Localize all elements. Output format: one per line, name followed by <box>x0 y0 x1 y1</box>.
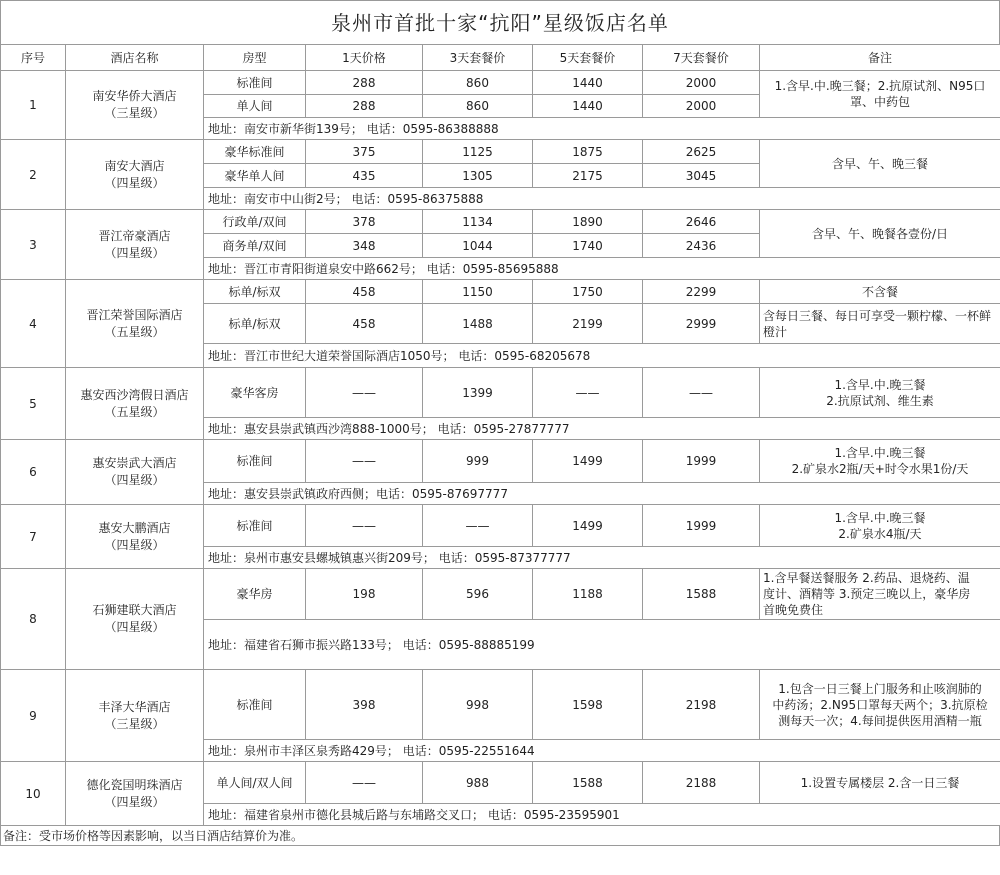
hotel-number: 8 <box>1 569 66 670</box>
price-7-day: 2198 <box>643 670 760 740</box>
price-5-day: 1499 <box>533 505 643 547</box>
remark-line: 1.含早.中.晚三餐 <box>834 446 926 460</box>
footnote: 备注：受市场价格等因素影响，以当日酒店结算价为准。 <box>0 826 1000 846</box>
hotel-address: 地址：福建省石狮市振兴路133号； 电话：0595-88885199 <box>204 620 1000 670</box>
room-type: 标准间 <box>204 71 306 95</box>
header-7-day-price: 7天套餐价 <box>643 45 760 71</box>
hotel-address: 地址：泉州市丰泽区泉秀路429号； 电话：0595-22551644 <box>204 740 1000 762</box>
page-title: 泉州市首批十家“抗阳”星级饭店名单 <box>0 0 1000 44</box>
price-3-day: 1399 <box>423 368 533 418</box>
price-1-day: 458 <box>306 304 423 344</box>
price-3-day: 1488 <box>423 304 533 344</box>
room-type: 标准间 <box>204 505 306 547</box>
hotel-star-rating: （五星级） <box>104 404 165 419</box>
remark-cell <box>760 71 1000 118</box>
remark-line: 首晚免费住 <box>763 603 824 617</box>
hotel-table <box>0 44 1000 826</box>
room-row <box>1 71 1000 95</box>
hotel-address: 地址：晋江市青阳街道泉安中路662号； 电话：0595-85695888 <box>204 258 1000 280</box>
remark-line: 罩、中药包 <box>849 95 910 109</box>
hotel-number: 2 <box>1 140 66 210</box>
header-1-day-price: 1天价格 <box>306 45 423 71</box>
room-row <box>1 280 1000 304</box>
price-7-day: 1588 <box>643 569 760 620</box>
price-7-day: 1999 <box>643 440 760 483</box>
hotel-name: 惠安大鹏酒店 <box>98 520 171 535</box>
price-3-day: 1150 <box>423 280 533 304</box>
remark-line: 测每天一次；4.每间提供医用酒精一瓶 <box>778 713 982 728</box>
hotel-star-rating: （三星级） <box>104 716 165 731</box>
hotel-star-rating: （四星级） <box>104 245 165 260</box>
hotel-number: 6 <box>1 440 66 505</box>
price-7-day: 2000 <box>643 71 760 95</box>
hotel-name: 丰泽大华酒店 <box>98 699 171 714</box>
price-1-day: 378 <box>306 210 423 234</box>
hotel-address: 地址：泉州市惠安县螺城镇惠兴街209号； 电话：0595-87377777 <box>204 547 1000 569</box>
hotel-name: 惠安西沙湾假日酒店 <box>80 387 189 402</box>
hotel-name-cell <box>66 670 204 762</box>
remark-cell <box>760 368 1000 418</box>
price-5-day: 1875 <box>533 140 643 164</box>
room-type: 标单/标双 <box>204 280 306 304</box>
remark-line: 1.含早.中.晚三餐 <box>834 510 926 525</box>
hotel-star-rating: （四星级） <box>104 794 165 809</box>
hotel-name: 惠安崇武大酒店 <box>92 456 177 470</box>
price-5-day: 1440 <box>533 71 643 95</box>
hotel-name-cell <box>66 210 204 280</box>
remark-cell <box>760 280 1000 304</box>
hotel-number: 1 <box>1 71 66 140</box>
room-type: 行政单/双间 <box>204 210 306 234</box>
header-remark: 备注 <box>760 45 1000 71</box>
header-hotel-name: 酒店名称 <box>66 45 204 71</box>
remark-cell <box>760 440 1000 483</box>
hotel-name: 晋江荣誉国际酒店 <box>86 307 183 322</box>
remark-line: 1.含早.中.晚三餐 <box>834 377 926 392</box>
header-row <box>1 45 1000 71</box>
room-row <box>1 440 1000 483</box>
price-7-day: 2999 <box>643 304 760 344</box>
remark-line: 1.设置专属楼层 2.含一日三餐 <box>800 775 960 790</box>
room-row <box>1 762 1000 804</box>
remark-line: 2.抗原试剂、维生素 <box>826 393 934 408</box>
price-1-day: —— <box>306 762 423 804</box>
hotel-name-cell <box>66 280 204 368</box>
price-1-day: 458 <box>306 280 423 304</box>
price-1-day: 198 <box>306 569 423 620</box>
price-3-day: 998 <box>423 670 533 740</box>
hotel-name-cell <box>66 569 204 670</box>
price-1-day: —— <box>306 368 423 418</box>
header-3-day-price: 3天套餐价 <box>423 45 533 71</box>
room-type: 单人间 <box>204 95 306 118</box>
room-row <box>1 140 1000 164</box>
hotel-name: 德化瓷国明珠酒店 <box>86 777 183 792</box>
remark-cell <box>760 762 1000 804</box>
hotel-number: 5 <box>1 368 66 440</box>
remark-line: 含每日三餐、每日可享受一颗柠檬、一杯鲜 <box>763 308 992 323</box>
price-7-day: 2188 <box>643 762 760 804</box>
hotel-address: 地址：惠安县崇武镇西沙湾888-1000号； 电话：0595-27877777 <box>204 418 1000 440</box>
remark-line: 含早、午、晚三餐 <box>831 156 928 171</box>
remark-line: 2.矿泉水2瓶/天+时令水果1份/天 <box>791 462 969 476</box>
price-1-day: 288 <box>306 95 423 118</box>
hotel-number: 10 <box>1 762 66 826</box>
remark-line: 度计、酒精等 3.预定三晚以上，豪华房 <box>763 587 971 601</box>
remark-line: 1.包含一日三餐上门服务和止咳润肺的 <box>778 681 982 696</box>
price-5-day: 2199 <box>533 304 643 344</box>
price-7-day: 2436 <box>643 234 760 258</box>
price-3-day: 860 <box>423 71 533 95</box>
hotel-name-cell <box>66 368 204 440</box>
price-1-day: 375 <box>306 140 423 164</box>
price-3-day: 1125 <box>423 140 533 164</box>
price-3-day: 1134 <box>423 210 533 234</box>
remark-cell <box>760 140 1000 188</box>
price-5-day: 1588 <box>533 762 643 804</box>
hotel-name: 石狮建联大酒店 <box>92 603 177 617</box>
hotel-name-cell <box>66 71 204 140</box>
hotel-star-rating: （四星级） <box>104 537 165 552</box>
price-5-day: 1499 <box>533 440 643 483</box>
hotel-number: 3 <box>1 210 66 280</box>
price-5-day: 1188 <box>533 569 643 620</box>
hotel-number: 4 <box>1 280 66 368</box>
header-5-day-price: 5天套餐价 <box>533 45 643 71</box>
room-type: 标准间 <box>204 440 306 483</box>
hotel-star-rating: （三星级） <box>104 106 165 120</box>
remark-cell <box>760 210 1000 258</box>
price-7-day: 2299 <box>643 280 760 304</box>
price-1-day: —— <box>306 440 423 483</box>
price-3-day: 988 <box>423 762 533 804</box>
hotel-address: 地址：惠安县崇武镇政府西侧；电话：0595-87697777 <box>204 483 1000 505</box>
price-7-day: —— <box>643 368 760 418</box>
hotel-name: 南安华侨大酒店 <box>92 89 177 103</box>
room-type: 豪华客房 <box>204 368 306 418</box>
room-type: 标单/标双 <box>204 304 306 344</box>
remark-line: 不含餐 <box>861 284 898 299</box>
remark-cell <box>760 304 1000 344</box>
price-3-day: 1044 <box>423 234 533 258</box>
price-5-day: 1890 <box>533 210 643 234</box>
hotel-star-rating: （四星级） <box>104 620 165 634</box>
price-1-day: 398 <box>306 670 423 740</box>
remark-line: 2.矿泉水4瓶/天 <box>838 526 922 541</box>
remark-line: 1.含早餐送餐服务 2.药品、退烧药、温 <box>763 571 970 585</box>
hotel-name-cell <box>66 505 204 569</box>
header-room-type: 房型 <box>204 45 306 71</box>
remark-cell <box>760 670 1000 740</box>
hotel-address: 地址：晋江市世纪大道荣誉国际酒店1050号； 电话：0595-68205678 <box>204 344 1000 368</box>
hotel-star-rating: （四星级） <box>104 175 165 190</box>
price-3-day: —— <box>423 505 533 547</box>
room-type: 豪华单人间 <box>204 164 306 188</box>
price-3-day: 596 <box>423 569 533 620</box>
room-type: 标准间 <box>204 670 306 740</box>
price-5-day: 1440 <box>533 95 643 118</box>
remark-line: 含早、午、晚餐各壹份/日 <box>811 226 949 241</box>
room-row <box>1 210 1000 234</box>
hotel-address: 地址：南安市中山街2号； 电话：0595-86375888 <box>204 188 1000 210</box>
price-5-day: 1740 <box>533 234 643 258</box>
room-type: 商务单/双间 <box>204 234 306 258</box>
room-row <box>1 670 1000 740</box>
price-5-day: 1750 <box>533 280 643 304</box>
price-3-day: 1305 <box>423 164 533 188</box>
price-1-day: 348 <box>306 234 423 258</box>
hotel-star-rating: （五星级） <box>104 324 165 339</box>
room-type: 豪华房 <box>204 569 306 620</box>
price-1-day: —— <box>306 505 423 547</box>
remark-cell <box>760 569 1000 620</box>
price-3-day: 860 <box>423 95 533 118</box>
hotel-name-cell <box>66 762 204 826</box>
price-7-day: 2000 <box>643 95 760 118</box>
hotel-name-cell <box>66 440 204 505</box>
hotel-star-rating: （四星级） <box>104 473 165 487</box>
remark-line: 橙汁 <box>763 324 788 339</box>
hotel-name-cell <box>66 140 204 210</box>
room-row <box>1 569 1000 620</box>
price-1-day: 435 <box>306 164 423 188</box>
hotel-number: 7 <box>1 505 66 569</box>
price-7-day: 2625 <box>643 140 760 164</box>
remark-line: 中药汤；2.N95口罩每天两个；3.抗原检 <box>772 697 988 712</box>
hotel-address: 地址：南安市新华街139号； 电话：0595-86388888 <box>204 118 1000 140</box>
remark-cell <box>760 505 1000 547</box>
price-3-day: 999 <box>423 440 533 483</box>
hotel-name: 南安大酒店 <box>104 158 165 173</box>
header-no: 序号 <box>1 45 66 71</box>
hotel-name: 晋江帝豪酒店 <box>98 228 171 243</box>
price-7-day: 1999 <box>643 505 760 547</box>
price-7-day: 3045 <box>643 164 760 188</box>
room-type: 豪华标准间 <box>204 140 306 164</box>
room-row <box>1 505 1000 547</box>
room-row <box>1 368 1000 418</box>
hotel-number: 9 <box>1 670 66 762</box>
price-7-day: 2646 <box>643 210 760 234</box>
price-1-day: 288 <box>306 71 423 95</box>
price-5-day: 2175 <box>533 164 643 188</box>
price-5-day: 1598 <box>533 670 643 740</box>
room-type: 单人间/双人间 <box>204 762 306 804</box>
hotel-address: 地址：福建省泉州市德化县城后路与东埔路交叉口； 电话：0595-23595901 <box>204 804 1000 826</box>
price-5-day: —— <box>533 368 643 418</box>
remark-line: 1.含早.中.晚三餐；2.抗原试剂、N95口 <box>774 79 986 93</box>
